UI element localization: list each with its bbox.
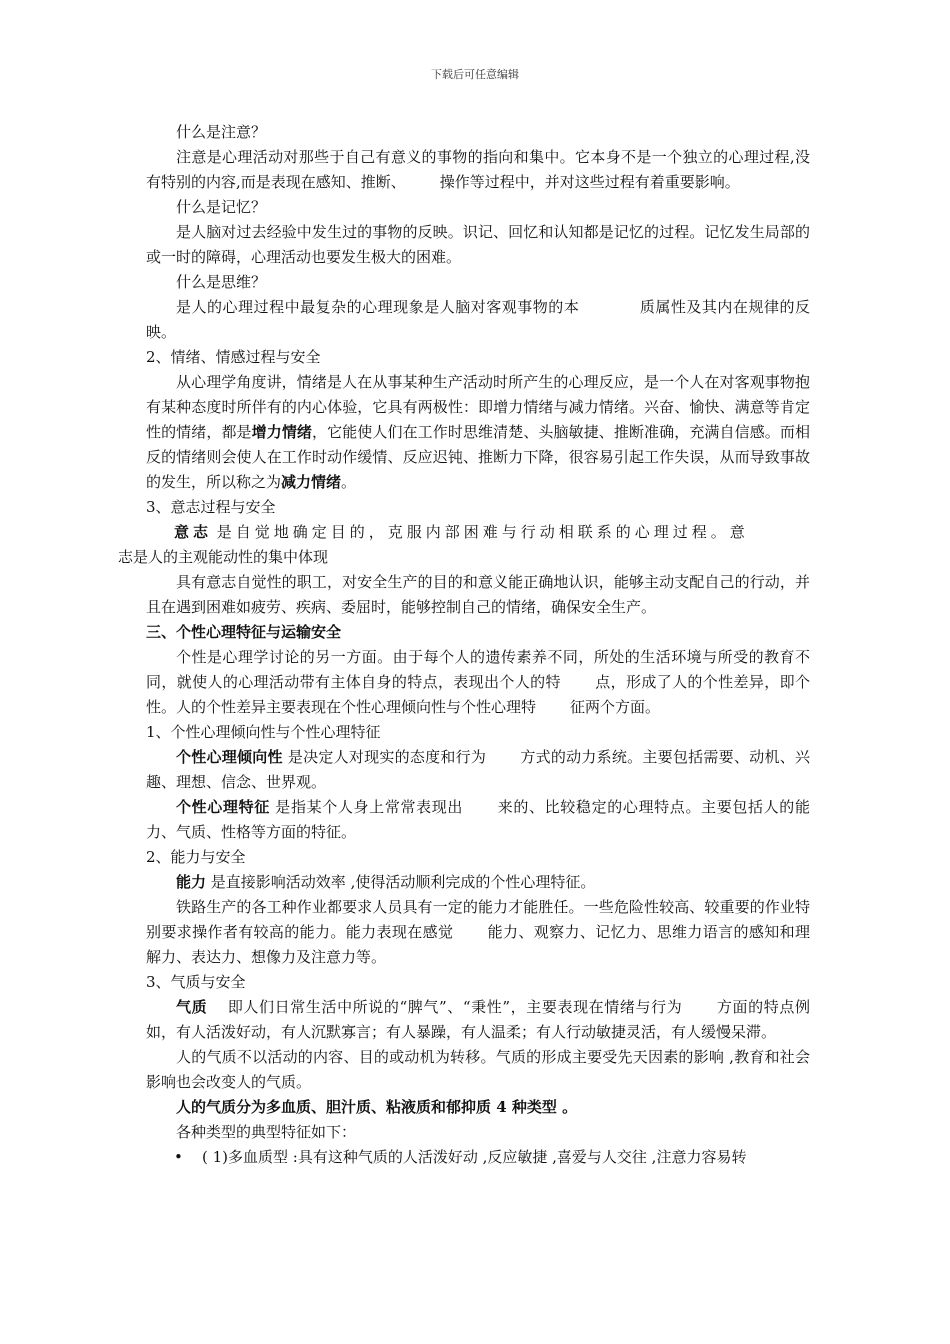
paragraph-temperament-types: 人的气质分为多血质、胆汁质、粘液质和郁抑质 4 种类型 。 [176, 1098, 578, 1116]
paragraph-will-safety: 具有意志自觉性的职工，对安全生产的目的和意义能正确地认识，能够主动支配自己的行动，并且在遇到困难如疲劳、疾病、委屈时，能够控制自己的情绪，确保安全生产。 [146, 573, 810, 616]
paragraph-personality: 个性是心理学讨论的另一方面。由于每个人的遗传素养不同，所处的生活环境与所受的教育不同，就使人的心理活动带有主体自身的特点，表现出个人的特 点，形成了人的个性差异，即个性。人的个性差异主要表现在个性心理倾向性与个性心理特 征两个方面。 [146, 648, 810, 716]
section-heading-tendency: 1、个性心理倾向性与个性心理特征 [146, 723, 381, 741]
paragraph-traits: 个性心理特征 是指某个人身上常常表现出 来的、比较稳定的心理特点。主要包括人的能力、气质、性格等方面的特征。 [146, 798, 810, 841]
paragraph-tendency: 个性心理倾向性 是决定人对现实的态度和行为 方式的动力系统。主要包括需要、动机、兴趣、理想、信念、世界观。 [146, 748, 810, 791]
page-header: 下载后可任意编辑 [431, 68, 519, 81]
question-attention: 什么是注意？ [176, 123, 267, 141]
section-heading-personality: 三、个性心理特征与运输安全 [146, 623, 342, 641]
paragraph-ability-definition: 能力 是直接影响活动效率 ,使得活动顺利完成的个性心理特征。 [176, 873, 596, 891]
paragraph-memory: 是人脑对过去经验中发生过的事物的反映。识记、回忆和认知都是记忆的过程。记忆发生局部的或一时的障碍，心理活动也要发生极大的困难。 [146, 223, 810, 266]
paragraph-emotion: 从心理学角度讲，情绪是人在从事某种生产活动时所产生的心理反应，是一个人在对客观事物抱有某种态度时所伴有的内心体验，它具有两极性：即增力情绪与减力情绪。兴奋、愉快、满意等肯定性的情绪，都是增力情绪，它能使人们在工作时思维清楚、头脑敏捷、推断准确，充满自信感。而相反的情绪则会使人在工作时动作缓情、反应迟钝、推断力下降，很容易引起工作失误，从而导致事故的发生，所以称之为减力情绪。 [146, 373, 810, 491]
section-heading-temperament: 3、气质与安全 [146, 973, 246, 991]
question-thinking: 什么是思维？ [176, 273, 267, 291]
paragraph-ability-requirement: 铁路生产的各工种作业都要求人员具有一定的能力才能胜任。一些危险性较高、较重要的作业特别要求操作者有较高的能力。能力表现在感觉 能力、观察力、记忆力、思维力语言的感知和理解力、表达力、想像力及注意力等。 [146, 898, 810, 966]
section-heading-will: 3、意志过程与安全 [146, 498, 276, 516]
paragraph-temperament-formation: 人的气质不以活动的内容、目的或动机为转移。气质的形成主要受先天因素的影响 ,教育和社会影响也会改变人的气质。 [146, 1048, 810, 1091]
paragraph-thinking: 是人的心理过程中最复杂的心理现象是人脑对客观事物的本 质属性及其内在规律的反映。 [146, 298, 810, 341]
bullet-icon: • [174, 1148, 183, 1166]
question-memory: 什么是记忆？ [176, 198, 267, 216]
document-body [118, 120, 810, 1170]
paragraph-attention: 注意是心理活动对那些于自己有意义的事物的指向和集中。它本身不是一个独立的心理过程,没有特别的内容,而是表现在感知、推断、 操作等过程中，并对这些过程有着重要影响。 [146, 148, 810, 191]
section-heading-emotion: 2、情绪、情感过程与安全 [146, 348, 321, 366]
paragraph-will-definition: 意志 是自觉地确定目的，克服内部困难与行动相联系的心理过程。意 志是人的主观能动性的集中体现 [118, 523, 749, 566]
paragraph-temperament-definition: 气质 即人们日常生活中所说的“脾气”、“秉性”，主要表现在情绪与行为 方面的特点例如，有人活泼好动，有人沉默寡言；有人暴躁，有人温柔；有人行动敏捷灵活，有人缓慢呆滞。 [146, 998, 810, 1041]
section-heading-ability: 2、能力与安全 [146, 848, 246, 866]
list-item: • ( 1)多血质型 :具有这种气质的人活泼好动 ,反应敏捷 ,喜爱与人交往 ,注意力容易转 [146, 1145, 810, 1170]
paragraph-type-intro: 各种类型的典型特征如下： [176, 1123, 357, 1141]
